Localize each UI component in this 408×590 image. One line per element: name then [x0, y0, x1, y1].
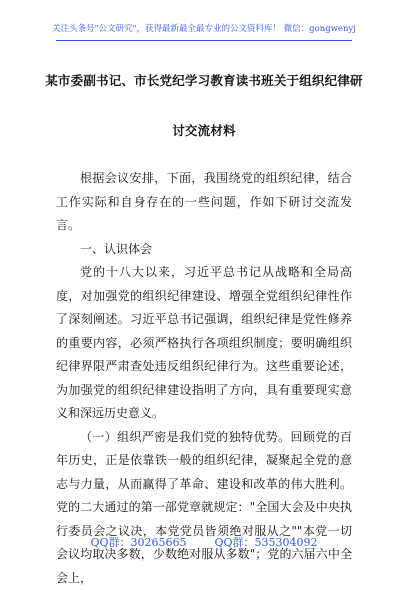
body-paragraph-1: 党的十八大以来，习近平总书记从战略和全局高度，对加强党的组织纪律建设、增强全党组织纪律性作了深刻阐述。习近平总书记强调，组织纪律是党性修养的重要内容，必须严格执行各项组织制度；要明确组织纪律界限严肃查处违反组织纪律行为。这些重要论述，为加强党的组织纪律建设指明了方向，具有重要现实意义和深远历史意义。: [56, 261, 352, 426]
body-paragraph-intro: 根据会议安排，下面，我围绕党的组织纪律，结合工作实际和自身存在的一些问题，作如下研讨交流发言。: [56, 167, 352, 238]
footer-qq-group-2: QQ群：535304092: [215, 534, 318, 550]
header-divider: [56, 40, 352, 41]
footer-contact: [0, 534, 408, 550]
document-title-line-1: 某市委副书记、市长党纪学习教育读书班关于组织纪律研: [38, 71, 370, 89]
document-title-line-2: 讨交流材料: [38, 121, 370, 139]
section-heading-1: 一、认识体会: [56, 238, 352, 262]
header-promo-note: 关注头条号"公文研究"，获得最新最全最专业的公文资料库！ 微信：gongwenyj: [0, 22, 408, 34]
footer-qq-group-1: QQ群：30265665: [90, 534, 186, 550]
body-paragraph-2: （一）组织严密是我们党的独特优势。回顾党的百年历史，正是依靠铁一般的组织纪律，凝聚起全党的意志与力量，从而赢得了革命、建设和改革的伟大胜利。党的二大通过的第一部党章就规定："全国大会及中央执行委员会之议决，本党党员皆须绝对服从之""本党一切会议均取决多数，少数绝对服从多数"；党的六届六中全会上，: [56, 426, 352, 590]
document-body: [56, 167, 352, 590]
